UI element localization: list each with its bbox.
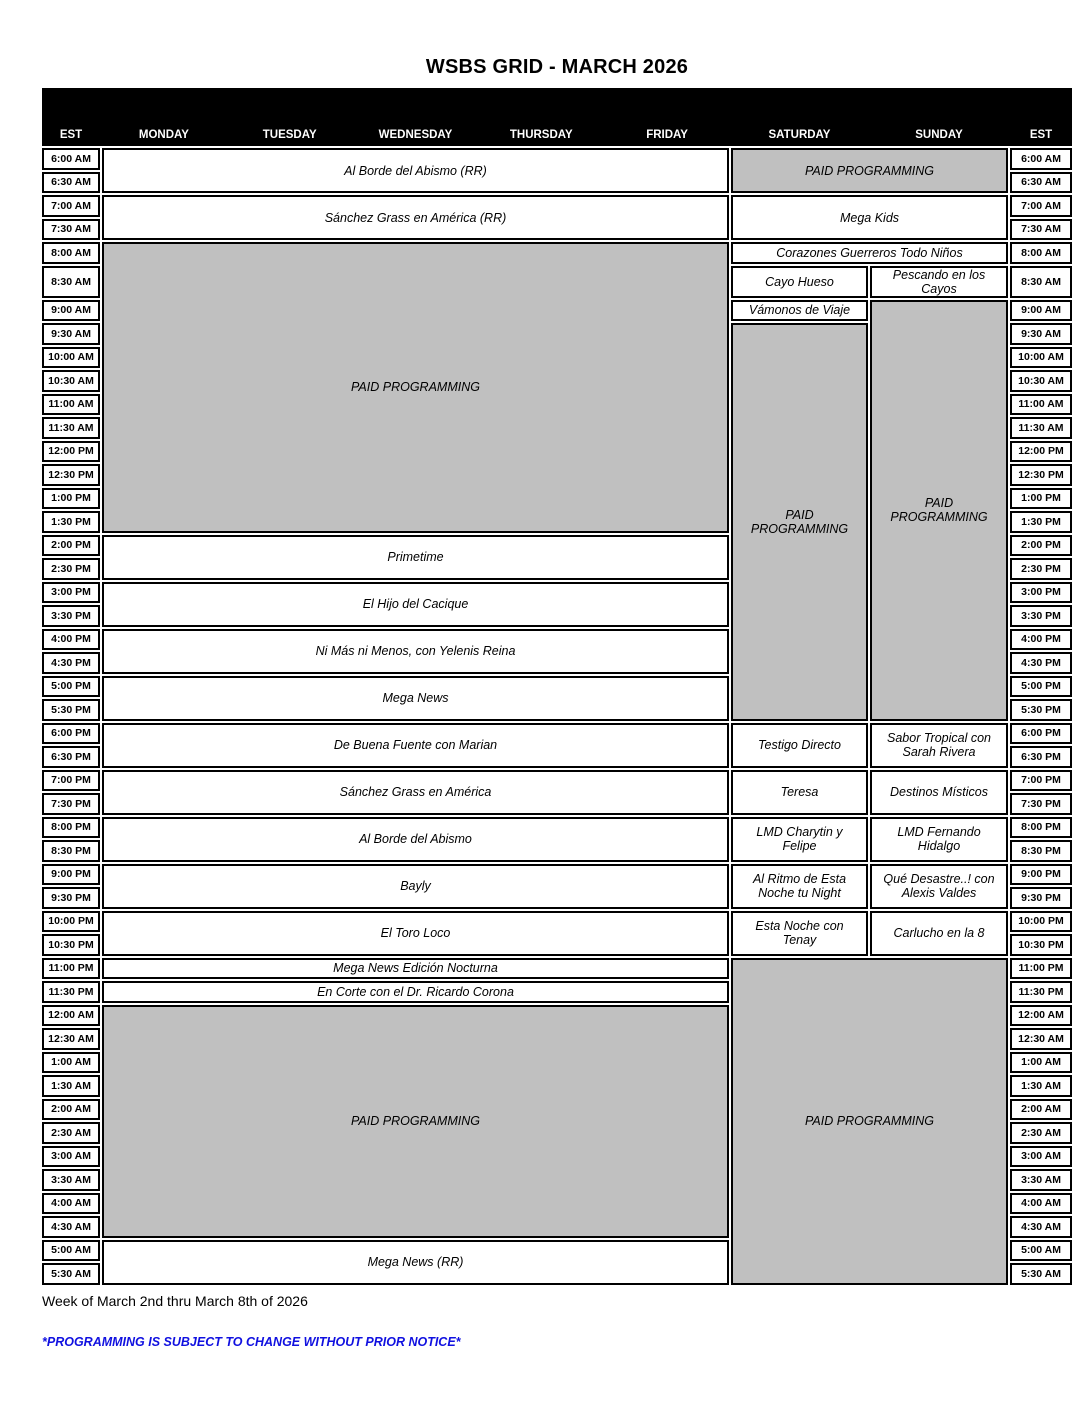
time-cell-left: 3:30 PM	[42, 605, 100, 627]
time-cell-right: 5:00 PM	[1010, 676, 1072, 698]
program-cell: Sabor Tropical con Sarah Rivera	[870, 723, 1008, 768]
time-cell-right: 3:30 PM	[1010, 605, 1072, 627]
time-cell-left: 5:30 AM	[42, 1263, 100, 1285]
time-cell-right: 2:30 PM	[1010, 558, 1072, 580]
time-cell-left: 9:00 AM	[42, 300, 100, 322]
time-cell-left: 5:00 AM	[42, 1240, 100, 1262]
time-cell-left: 3:00 PM	[42, 582, 100, 604]
time-cell-right: 9:30 AM	[1010, 323, 1072, 345]
time-cell-left: 12:00 AM	[42, 1005, 100, 1027]
week-note: Week of March 2nd thru March 8th of 2026	[42, 1292, 308, 1309]
program-cell: Qué Desastre..! con Alexis Valdes	[870, 864, 1008, 909]
time-cell-left: 12:30 AM	[42, 1028, 100, 1050]
time-cell-right: 8:00 AM	[1010, 242, 1072, 264]
time-cell-right: 7:00 PM	[1010, 770, 1072, 792]
program-cell: Teresa	[731, 770, 868, 815]
program-cell: Sánchez Grass en América	[102, 770, 729, 815]
header-col-monday: MONDAY	[138, 129, 189, 141]
header-col-tuesday: TUESDAY	[262, 129, 317, 141]
time-cell-left: 3:00 AM	[42, 1146, 100, 1168]
time-cell-left: 10:30 PM	[42, 934, 100, 956]
time-cell-right: 5:30 PM	[1010, 699, 1072, 721]
paid-programming-cell: PAID PROGRAMMING	[731, 323, 868, 721]
time-cell-right: 3:00 PM	[1010, 582, 1072, 604]
program-cell: Mega News Edición Nocturna	[102, 958, 729, 980]
paid-programming-cell: PAID PROGRAMMING	[102, 242, 729, 533]
time-cell-right: 12:00 AM	[1010, 1005, 1072, 1027]
header-col-sunday: SUNDAY	[915, 129, 963, 141]
time-cell-right: 7:30 PM	[1010, 793, 1072, 815]
time-cell-right: 7:30 AM	[1010, 219, 1072, 241]
time-cell-left: 11:30 AM	[42, 417, 100, 439]
time-cell-right: 5:30 AM	[1010, 1263, 1072, 1285]
time-cell-left: 8:00 AM	[42, 242, 100, 264]
time-cell-right: 10:00 PM	[1010, 911, 1072, 933]
time-cell-right: 12:30 PM	[1010, 464, 1072, 486]
time-cell-left: 8:30 PM	[42, 840, 100, 862]
time-cell-left: 11:30 PM	[42, 981, 100, 1003]
time-cell-right: 1:30 AM	[1010, 1075, 1072, 1097]
day-header-bar	[42, 88, 1072, 146]
time-cell-left: 2:00 PM	[42, 535, 100, 557]
time-cell-left: 7:30 AM	[42, 219, 100, 241]
time-cell-left: 6:00 AM	[42, 148, 100, 170]
time-cell-right: 11:30 PM	[1010, 981, 1072, 1003]
program-cell: Carlucho en la 8	[870, 911, 1008, 956]
page-title: WSBS GRID - MARCH 2026	[425, 56, 689, 78]
time-cell-right: 8:30 PM	[1010, 840, 1072, 862]
header-col-wednesday: WEDNESDAY	[378, 129, 453, 141]
time-cell-right: 8:30 AM	[1010, 266, 1072, 298]
time-cell-left: 10:00 PM	[42, 911, 100, 933]
program-cell: Mega Kids	[731, 195, 1008, 240]
header-col-saturday: SATURDAY	[768, 129, 831, 141]
program-cell: El Toro Loco	[102, 911, 729, 956]
time-cell-left: 7:00 PM	[42, 770, 100, 792]
time-cell-right: 11:30 AM	[1010, 417, 1072, 439]
program-cell: El Hijo del Cacique	[102, 582, 729, 627]
time-cell-left: 3:30 AM	[42, 1169, 100, 1191]
program-cell: LMD Fernando Hidalgo	[870, 817, 1008, 862]
time-cell-right: 6:00 AM	[1010, 148, 1072, 170]
program-cell: Mega News (RR)	[102, 1240, 729, 1285]
program-cell: Corazones Guerreros Todo Niños	[731, 242, 1008, 264]
paid-programming-cell: PAID PROGRAMMING	[102, 1005, 729, 1238]
time-cell-right: 5:00 AM	[1010, 1240, 1072, 1262]
time-cell-left: 7:00 AM	[42, 195, 100, 217]
program-cell: Primetime	[102, 535, 729, 580]
program-cell: Al Borde del Abismo	[102, 817, 729, 862]
program-cell: En Corte con el Dr. Ricardo Corona	[102, 981, 729, 1003]
time-cell-right: 10:00 AM	[1010, 347, 1072, 369]
schedule-grid	[42, 148, 1072, 1285]
time-cell-left: 6:30 AM	[42, 172, 100, 194]
time-cell-right: 2:30 AM	[1010, 1122, 1072, 1144]
program-cell: Esta Noche con Tenay	[731, 911, 868, 956]
time-cell-left: 12:00 PM	[42, 441, 100, 463]
time-cell-left: 10:00 AM	[42, 347, 100, 369]
program-cell: LMD Charytin y Felipe	[731, 817, 868, 862]
time-cell-right: 1:00 AM	[1010, 1052, 1072, 1074]
time-cell-right: 9:00 PM	[1010, 864, 1072, 886]
time-cell-right: 2:00 AM	[1010, 1099, 1072, 1121]
program-cell: Cayo Hueso	[731, 266, 868, 298]
time-cell-left: 7:30 PM	[42, 793, 100, 815]
program-cell: Al Ritmo de Esta Noche tu Night	[731, 864, 868, 909]
time-cell-left: 8:30 AM	[42, 266, 100, 298]
time-cell-left: 2:00 AM	[42, 1099, 100, 1121]
program-cell: Bayly	[102, 864, 729, 909]
program-cell: Pescando en los Cayos	[870, 266, 1008, 298]
time-cell-left: 11:00 AM	[42, 394, 100, 416]
time-cell-left: 5:00 PM	[42, 676, 100, 698]
time-cell-left: 9:30 AM	[42, 323, 100, 345]
time-cell-left: 10:30 AM	[42, 370, 100, 392]
program-cell: Destinos Místicos	[870, 770, 1008, 815]
time-cell-right: 1:00 PM	[1010, 488, 1072, 510]
time-cell-left: 1:30 AM	[42, 1075, 100, 1097]
paid-programming-cell: PAID PROGRAMMING	[731, 958, 1008, 1285]
time-cell-left: 4:00 AM	[42, 1193, 100, 1215]
header-col-thursday: THURSDAY	[509, 129, 573, 141]
time-cell-left: 6:30 PM	[42, 746, 100, 768]
time-cell-right: 12:30 AM	[1010, 1028, 1072, 1050]
program-cell: De Buena Fuente con Marian	[102, 723, 729, 768]
time-cell-right: 3:00 AM	[1010, 1146, 1072, 1168]
time-cell-right: 4:30 PM	[1010, 652, 1072, 674]
time-cell-left: 2:30 PM	[42, 558, 100, 580]
time-cell-right: 4:00 AM	[1010, 1193, 1072, 1215]
time-cell-right: 9:00 AM	[1010, 300, 1072, 322]
header-col-est-right: EST	[1029, 129, 1053, 141]
program-cell: Al Borde del Abismo (RR)	[102, 148, 729, 193]
program-cell: Mega News	[102, 676, 729, 721]
header-col-friday: FRIDAY	[646, 129, 688, 141]
program-cell: Ni Más ni Menos, con Yelenis Reina	[102, 629, 729, 674]
time-cell-right: 4:00 PM	[1010, 629, 1072, 651]
time-cell-left: 8:00 PM	[42, 817, 100, 839]
time-cell-left: 4:30 AM	[42, 1216, 100, 1238]
time-cell-right: 6:30 PM	[1010, 746, 1072, 768]
time-cell-right: 4:30 AM	[1010, 1216, 1072, 1238]
time-cell-right: 6:30 AM	[1010, 172, 1072, 194]
paid-programming-cell: PAID PROGRAMMING	[731, 148, 1008, 193]
program-cell: Testigo Directo	[731, 723, 868, 768]
time-cell-right: 3:30 AM	[1010, 1169, 1072, 1191]
paid-programming-cell: PAID PROGRAMMING	[870, 300, 1008, 721]
time-cell-left: 9:30 PM	[42, 887, 100, 909]
time-cell-right: 7:00 AM	[1010, 195, 1072, 217]
time-cell-right: 10:30 AM	[1010, 370, 1072, 392]
time-cell-right: 11:00 AM	[1010, 394, 1072, 416]
time-cell-left: 1:00 PM	[42, 488, 100, 510]
time-cell-left: 4:30 PM	[42, 652, 100, 674]
time-cell-left: 9:00 PM	[42, 864, 100, 886]
time-cell-right: 1:30 PM	[1010, 511, 1072, 533]
time-cell-right: 6:00 PM	[1010, 723, 1072, 745]
time-cell-left: 5:30 PM	[42, 699, 100, 721]
time-cell-right: 10:30 PM	[1010, 934, 1072, 956]
time-cell-right: 8:00 PM	[1010, 817, 1072, 839]
time-cell-left: 1:00 AM	[42, 1052, 100, 1074]
header-col-est-left: EST	[59, 129, 83, 141]
time-cell-left: 2:30 AM	[42, 1122, 100, 1144]
time-cell-right: 11:00 PM	[1010, 958, 1072, 980]
time-cell-left: 11:00 PM	[42, 958, 100, 980]
time-cell-left: 6:00 PM	[42, 723, 100, 745]
time-cell-right: 2:00 PM	[1010, 535, 1072, 557]
time-cell-right: 12:00 PM	[1010, 441, 1072, 463]
program-cell: Vámonos de Viaje	[731, 300, 868, 322]
program-cell: Sánchez Grass en América (RR)	[102, 195, 729, 240]
time-cell-left: 4:00 PM	[42, 629, 100, 651]
time-cell-right: 9:30 PM	[1010, 887, 1072, 909]
time-cell-left: 12:30 PM	[42, 464, 100, 486]
time-cell-left: 1:30 PM	[42, 511, 100, 533]
programming-notice: *PROGRAMMING IS SUBJECT TO CHANGE WITHOUT PRIOR NOTICE*	[42, 1334, 461, 1349]
